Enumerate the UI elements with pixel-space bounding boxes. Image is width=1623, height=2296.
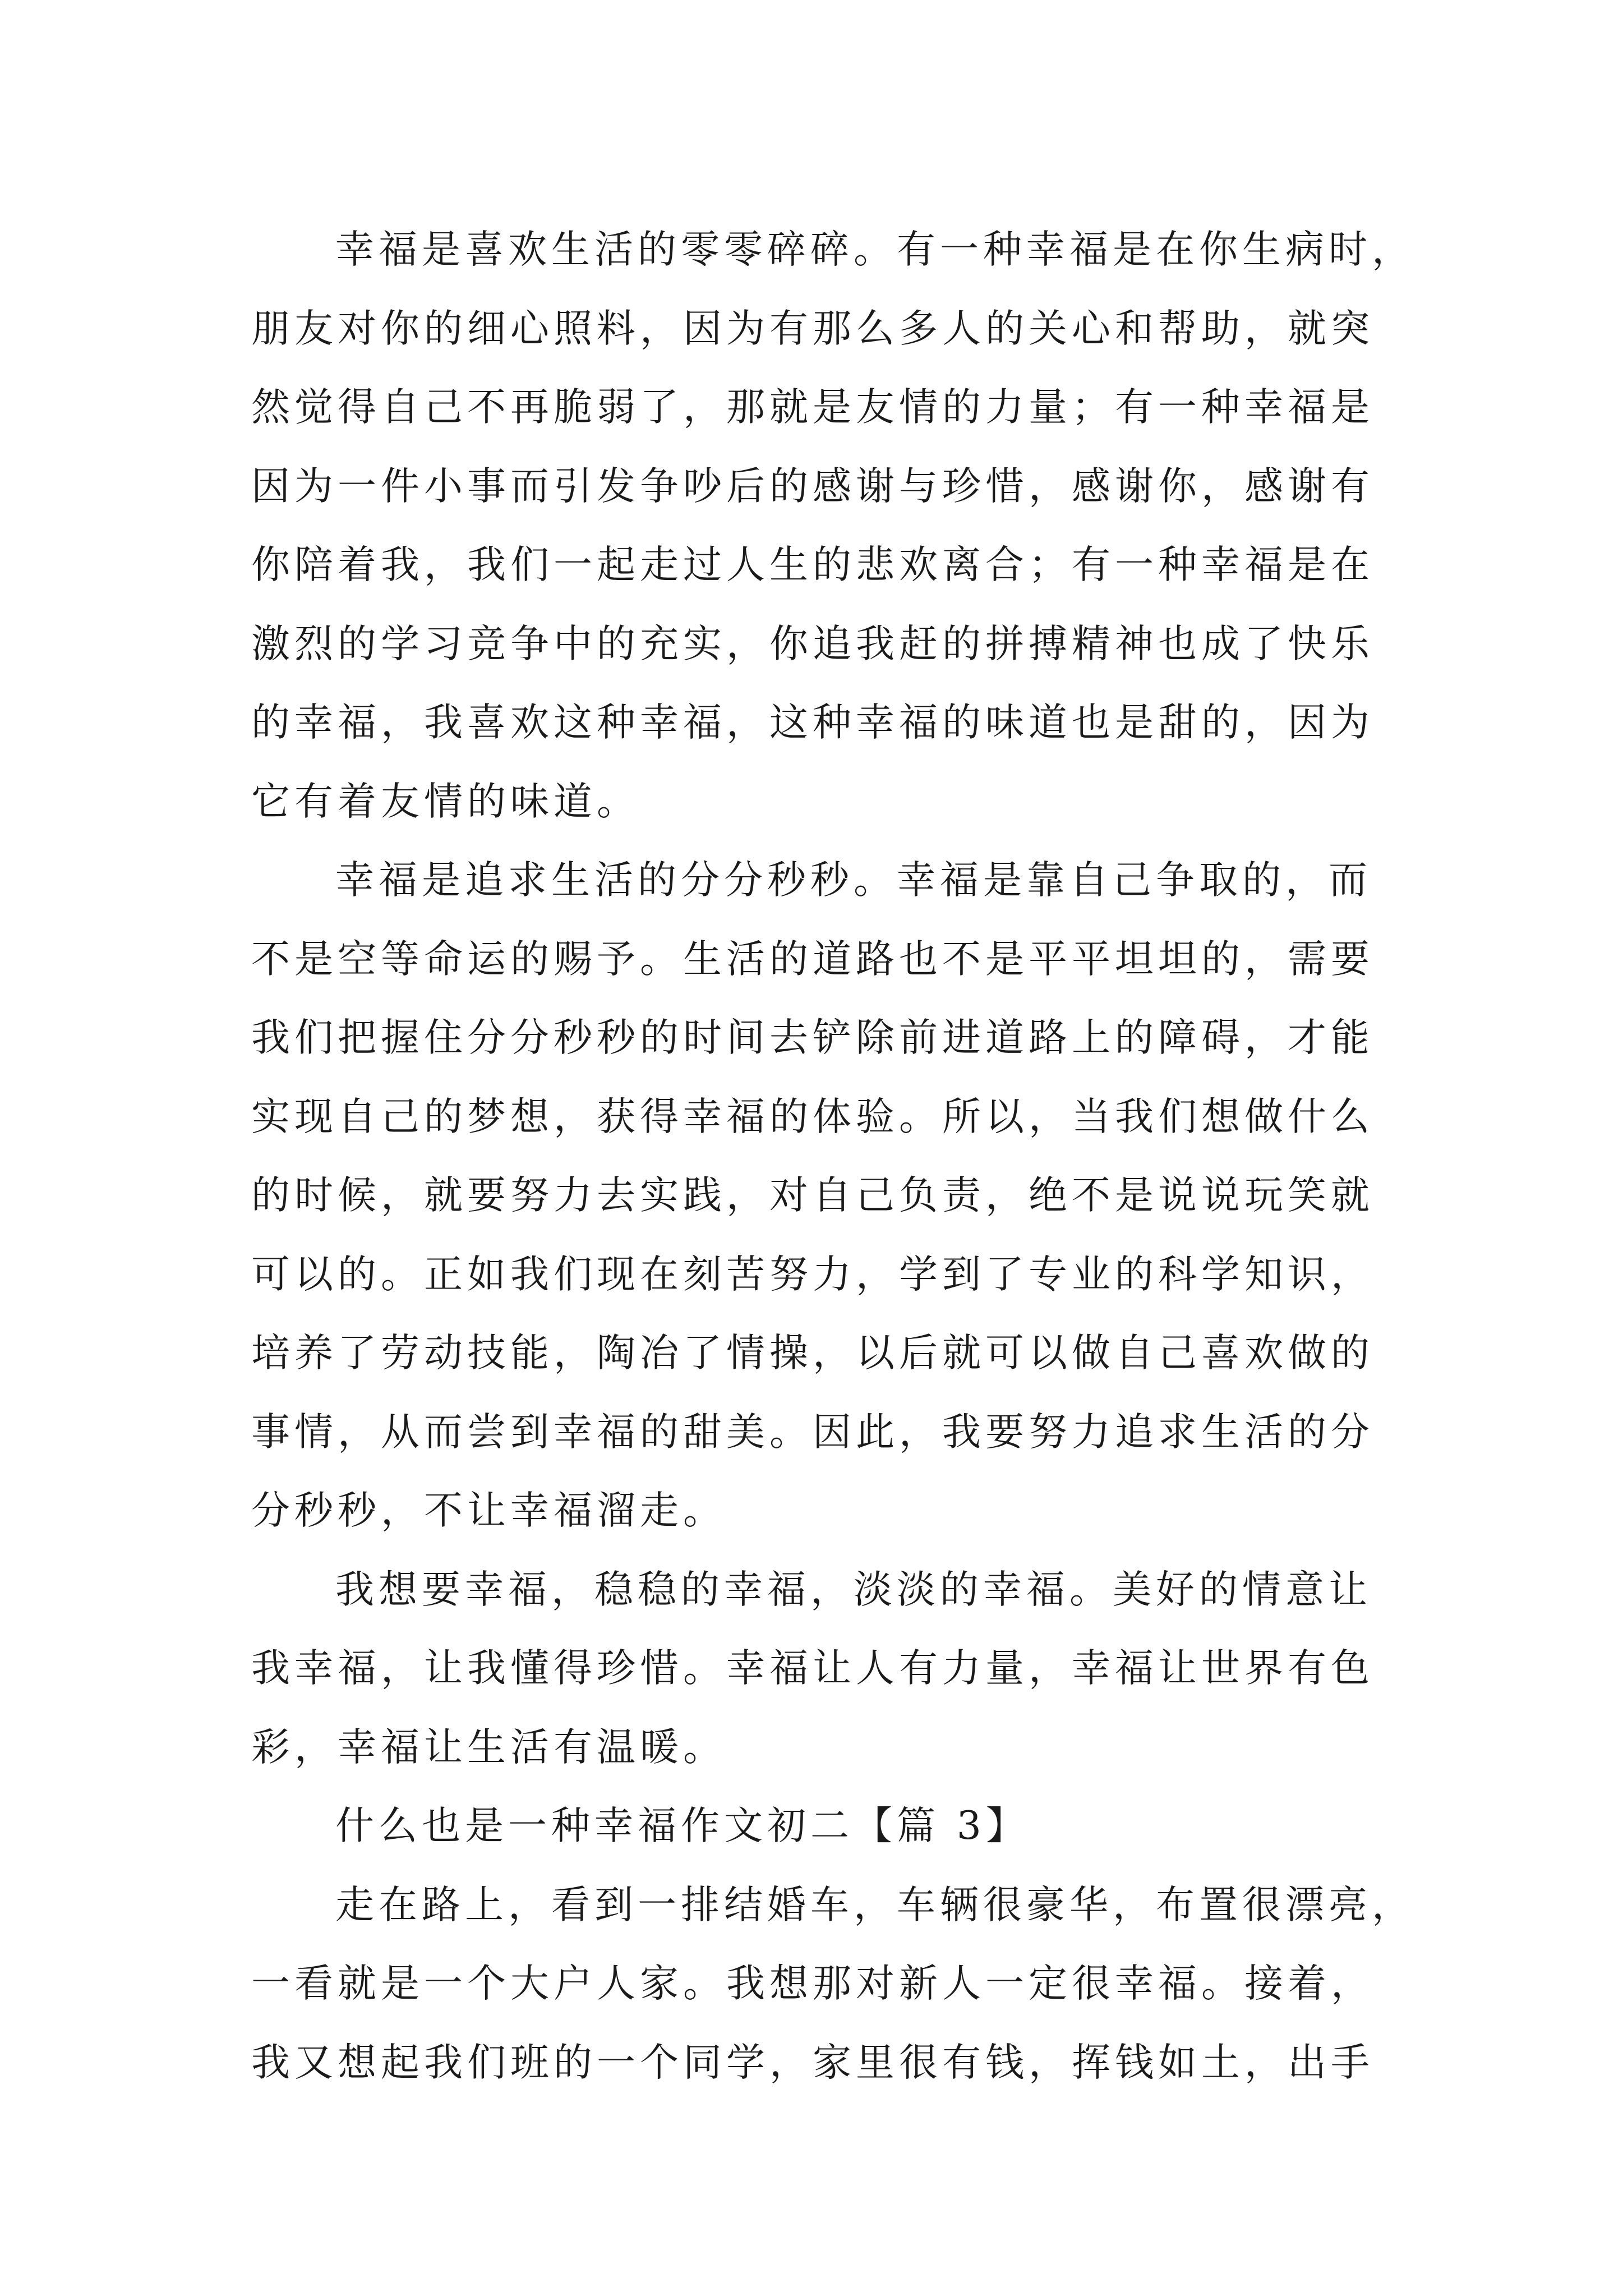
- text-line: 的幸福，我喜欢这种幸福，这种幸福的味道也是甜的，因为: [251, 700, 1374, 745]
- text-line: 幸福是追求生活的分分秒秒。幸福是靠自己争取的，而: [335, 858, 1372, 903]
- text-line: 走在路上，看到一排结婚车，车辆很豪华，布置很漂亮，: [335, 1882, 1415, 1927]
- text-line: 然觉得自己不再脆弱了，那就是友情的力量；有一种幸福是: [251, 385, 1374, 430]
- text-line: 一看就是一个大户人家。我想那对新人一定很幸福。接着，: [251, 1961, 1374, 2006]
- text-line: 我想要幸福，稳稳的幸福，淡淡的幸福。美好的情意让: [335, 1567, 1372, 1612]
- text-line: 彩，幸福让生活有温暖。: [251, 1724, 726, 1770]
- text-line: 分秒秒，不让幸福溜走。: [251, 1488, 726, 1533]
- text-line: 它有着友情的味道。: [251, 779, 640, 824]
- text-line: 朋友对你的细心照料，因为有那么多人的关心和帮助，就突: [251, 306, 1374, 351]
- text-line: 实现自己的梦想，获得幸福的体验。所以，当我们想做什么: [251, 1094, 1374, 1139]
- text-line: 你陪着我，我们一起走过人生的悲欢离合；有一种幸福是在: [251, 542, 1374, 587]
- essay-body: [251, 210, 1423, 2102]
- text-line: 培养了劳动技能，陶冶了情操，以后就可以做自己喜欢做的: [251, 1331, 1374, 1375]
- text-line: 激烈的学习竞争中的充实，你追我赶的拼搏精神也成了快乐: [251, 621, 1374, 666]
- section-heading: 什么也是一种幸福作文初二【篇 3】: [335, 1803, 1029, 1848]
- text-line: 不是空等命运的赐予。生活的道路也不是平平坦坦的，需要: [251, 936, 1374, 982]
- text-line: 幸福是喜欢生活的零零碎碎。有一种幸福是在你生病时，: [335, 227, 1415, 272]
- text-line: 我们把握住分分秒秒的时间去铲除前进道路上的障碍，才能: [251, 1015, 1374, 1060]
- text-line: 的时候，就要努力去实践，对自己负责，绝不是说说玩笑就: [251, 1173, 1374, 1218]
- text-line: 可以的。正如我们现在刻苦努力，学到了专业的科学知识，: [251, 1251, 1374, 1297]
- text-line: 我幸福，让我懂得珍惜。幸福让人有力量，幸福让世界有色: [251, 1646, 1374, 1691]
- text-line: 我又想起我们班的一个同学，家里很有钱，挥钱如土，出手: [251, 2040, 1374, 2085]
- text-line: 事情，从而尝到幸福的甜美。因此，我要努力追求生活的分: [251, 1409, 1374, 1455]
- text-line: 因为一件小事而引发争吵后的感谢与珍惜，感谢你，感谢有: [251, 463, 1374, 509]
